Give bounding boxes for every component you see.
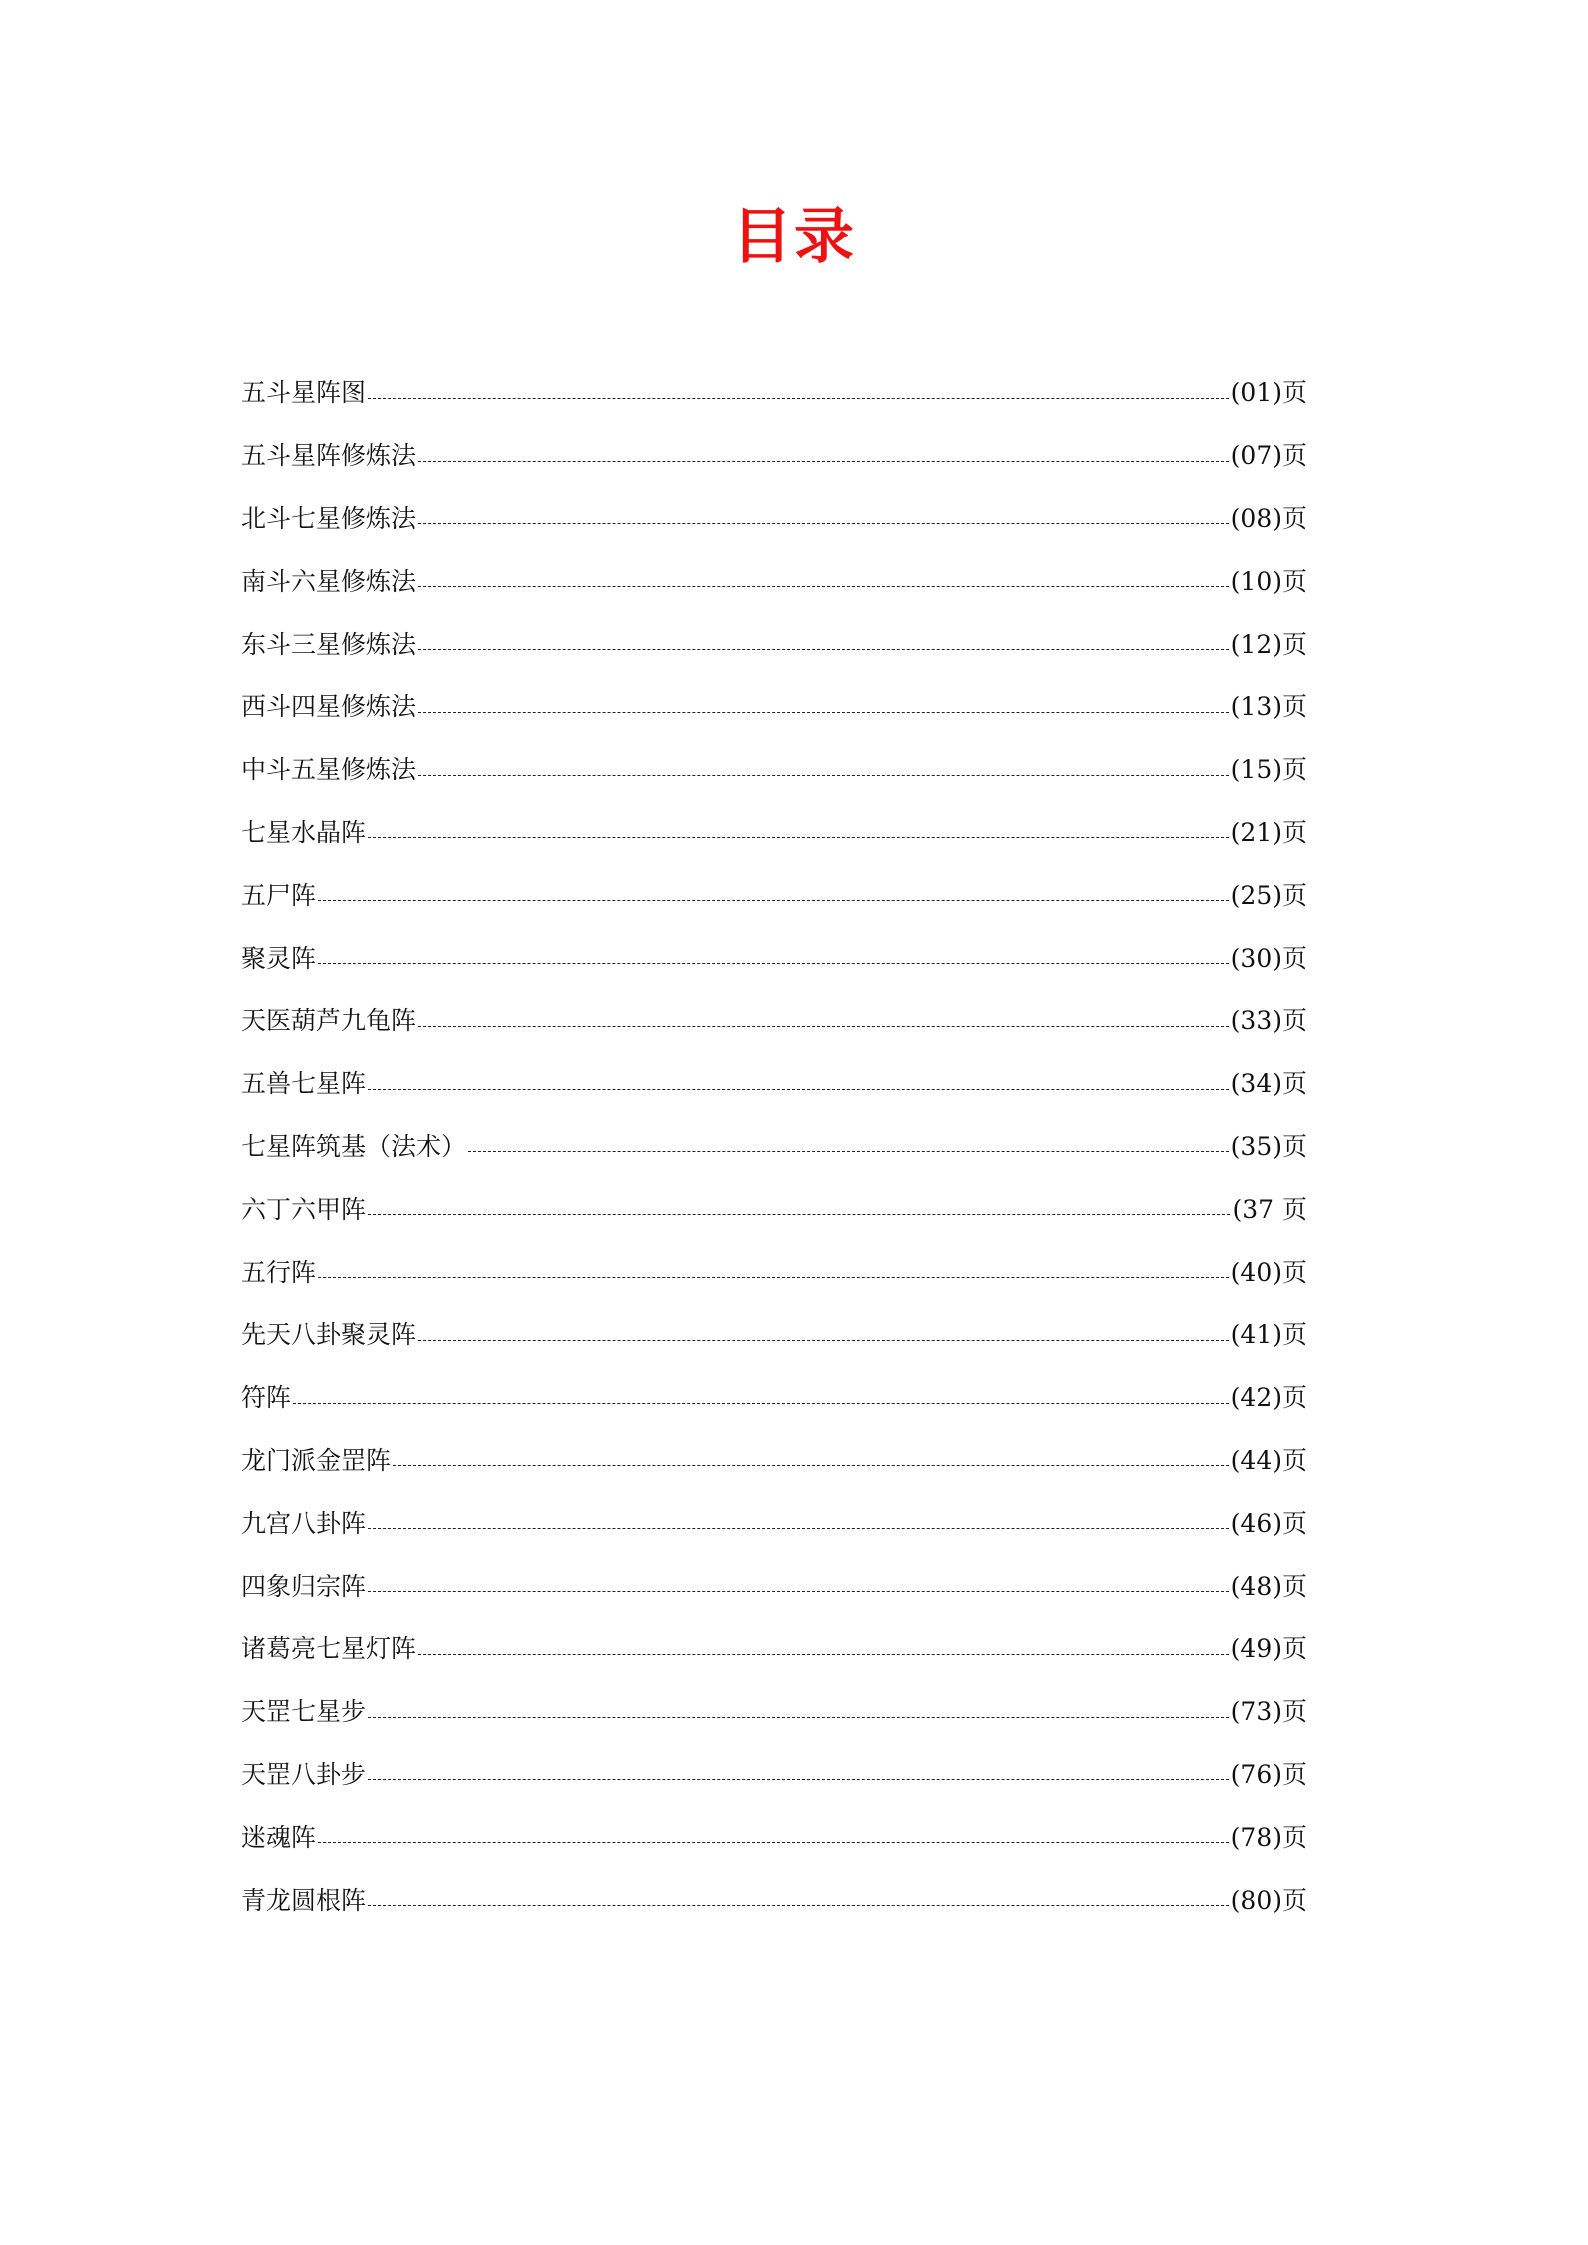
toc-entry-page: (08)页 bbox=[1230, 503, 1307, 533]
toc-entry-title: 南斗六星修炼法 bbox=[241, 566, 417, 596]
toc-dot-leader bbox=[293, 1403, 1229, 1404]
toc-entry-title: 诸葛亮七星灯阵 bbox=[241, 1634, 417, 1664]
toc-dot-leader bbox=[368, 1528, 1229, 1529]
toc-dot-leader bbox=[418, 523, 1229, 524]
toc-dot-leader bbox=[368, 1717, 1229, 1718]
toc-dot-leader bbox=[318, 1277, 1229, 1278]
toc-entry-page: (13)页 bbox=[1230, 692, 1307, 722]
toc-entry-page: (01)页 bbox=[1230, 378, 1307, 408]
toc-entry-page: (40)页 bbox=[1230, 1257, 1307, 1287]
toc-dot-leader bbox=[418, 1654, 1229, 1655]
toc-entry[interactable] bbox=[241, 1492, 1307, 1555]
toc-dot-leader bbox=[368, 1591, 1229, 1592]
toc-entry-title: 七星阵筑基（法术） bbox=[241, 1131, 467, 1161]
toc-entry[interactable] bbox=[241, 676, 1307, 739]
toc-entry-title: 七星水晶阵 bbox=[241, 817, 367, 847]
toc-entry-title: 迷魂阵 bbox=[241, 1822, 317, 1852]
toc-dot-leader bbox=[418, 586, 1229, 587]
toc-dot-leader bbox=[368, 1089, 1229, 1090]
toc-dot-leader bbox=[468, 1151, 1229, 1152]
toc-entry-title: 五斗星阵修炼法 bbox=[241, 441, 417, 471]
toc-entry-page: (76)页 bbox=[1230, 1759, 1307, 1789]
toc-entry-page: (78)页 bbox=[1230, 1822, 1307, 1852]
toc-entry-title: 北斗七星修炼法 bbox=[241, 503, 417, 533]
toc-entry-title: 东斗三星修炼法 bbox=[241, 629, 417, 659]
toc-entry-title: 天罡七星步 bbox=[241, 1697, 367, 1727]
toc-entry-page: (30)页 bbox=[1230, 943, 1307, 973]
toc-entry-page: (35)页 bbox=[1230, 1131, 1307, 1161]
toc-entry-title: 符阵 bbox=[241, 1383, 292, 1413]
toc-entry[interactable] bbox=[241, 1555, 1307, 1618]
toc-entry[interactable] bbox=[241, 1806, 1307, 1869]
toc-entry-page: (10)页 bbox=[1230, 566, 1307, 596]
toc-entry-page: (73)页 bbox=[1230, 1697, 1307, 1727]
toc-entry-title: 天医葫芦九龟阵 bbox=[241, 1006, 417, 1036]
toc-entry-title: 西斗四星修炼法 bbox=[241, 692, 417, 722]
toc-dot-leader bbox=[368, 1214, 1230, 1215]
toc-entry[interactable] bbox=[241, 1053, 1307, 1116]
toc-entry-title: 龙门派金罡阵 bbox=[241, 1445, 392, 1475]
toc-dot-leader bbox=[418, 649, 1229, 650]
toc-entry-title: 五斗星阵图 bbox=[241, 378, 367, 408]
toc-entry-page: (49)页 bbox=[1230, 1634, 1307, 1664]
toc-dot-leader bbox=[418, 712, 1229, 713]
toc-entry[interactable] bbox=[241, 550, 1307, 613]
toc-entry[interactable] bbox=[241, 739, 1307, 802]
toc-entry[interactable] bbox=[241, 1869, 1307, 1932]
toc-entry-title: 聚灵阵 bbox=[241, 943, 317, 973]
toc-entry-page: (33)页 bbox=[1230, 1006, 1307, 1036]
toc-entry[interactable] bbox=[241, 425, 1307, 488]
toc-entry-page: (12)页 bbox=[1230, 629, 1307, 659]
toc-entry-title: 九宫八卦阵 bbox=[241, 1508, 367, 1538]
toc-entry-page: (21)页 bbox=[1230, 817, 1307, 847]
toc-dot-leader bbox=[318, 963, 1229, 964]
toc-entry[interactable] bbox=[241, 1304, 1307, 1367]
toc-entry-page: (80)页 bbox=[1230, 1885, 1307, 1915]
toc-entry-title: 天罡八卦步 bbox=[241, 1759, 367, 1789]
toc-dot-leader bbox=[418, 1340, 1229, 1341]
toc-entry[interactable] bbox=[241, 990, 1307, 1053]
toc-entry[interactable] bbox=[241, 927, 1307, 990]
toc-entry-title: 四象归宗阵 bbox=[241, 1571, 367, 1601]
toc-entry-page: (07)页 bbox=[1230, 441, 1307, 471]
toc-entry[interactable] bbox=[241, 1116, 1307, 1179]
toc-entry[interactable] bbox=[241, 613, 1307, 676]
toc-entry-title: 五兽七星阵 bbox=[241, 1069, 367, 1099]
toc-entry-page: (15)页 bbox=[1230, 755, 1307, 785]
toc-dot-leader bbox=[368, 1905, 1229, 1906]
toc-entry-title: 五尸阵 bbox=[241, 880, 317, 910]
toc-entry-page: (42)页 bbox=[1230, 1383, 1307, 1413]
toc-entry[interactable] bbox=[241, 362, 1307, 425]
toc-entry[interactable] bbox=[241, 1430, 1307, 1493]
toc-entry-page: (46)页 bbox=[1230, 1508, 1307, 1538]
toc-dot-leader bbox=[418, 1026, 1229, 1027]
toc-entry-title: 六丁六甲阵 bbox=[241, 1194, 367, 1224]
toc-dot-leader bbox=[418, 775, 1229, 776]
toc-dot-leader bbox=[368, 398, 1229, 399]
toc-entry[interactable] bbox=[241, 1367, 1307, 1430]
toc-dot-leader bbox=[318, 900, 1229, 901]
toc-entry[interactable] bbox=[241, 1681, 1307, 1744]
toc-dot-leader bbox=[418, 461, 1229, 462]
toc-dot-leader bbox=[368, 1779, 1229, 1780]
toc-entry[interactable] bbox=[241, 1241, 1307, 1304]
toc-entry-page: (44)页 bbox=[1230, 1445, 1307, 1475]
toc-entry-title: 五行阵 bbox=[241, 1257, 317, 1287]
toc-entry-page: (37 页 bbox=[1232, 1194, 1307, 1224]
toc-entry-title: 中斗五星修炼法 bbox=[241, 755, 417, 785]
toc-entry-title: 先天八卦聚灵阵 bbox=[241, 1320, 417, 1350]
toc-entry[interactable] bbox=[241, 488, 1307, 551]
page-title: 目录 bbox=[732, 202, 856, 272]
toc-entry[interactable] bbox=[241, 802, 1307, 865]
toc-dot-leader bbox=[393, 1465, 1229, 1466]
toc-entry-page: (25)页 bbox=[1230, 880, 1307, 910]
toc-dot-leader bbox=[368, 837, 1229, 838]
toc-entry-page: (48)页 bbox=[1230, 1571, 1307, 1601]
toc-entry[interactable] bbox=[241, 1744, 1307, 1807]
toc-entry-page: (41)页 bbox=[1230, 1320, 1307, 1350]
toc-entry-page: (34)页 bbox=[1230, 1069, 1307, 1099]
toc-entry[interactable] bbox=[241, 1178, 1307, 1241]
toc-entry[interactable] bbox=[241, 864, 1307, 927]
toc-dot-leader bbox=[318, 1842, 1229, 1843]
table-of-contents bbox=[241, 362, 1307, 1932]
toc-entry-title: 青龙圆根阵 bbox=[241, 1885, 367, 1915]
toc-entry[interactable] bbox=[241, 1618, 1307, 1681]
